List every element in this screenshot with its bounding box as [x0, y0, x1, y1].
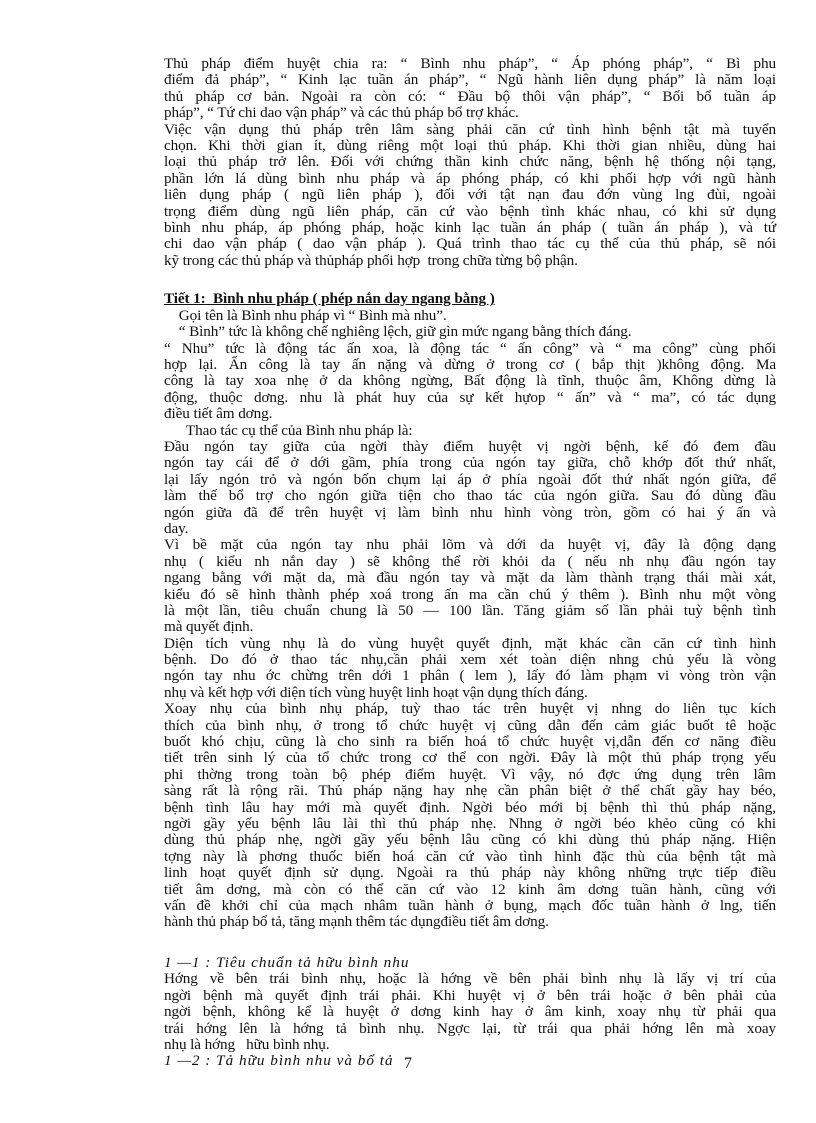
text-line: ngời bệnh mà quyết định trái phải. Khi huyệt vị ở bên trái hoặc ở bên phải của	[164, 986, 776, 1004]
text-line: thủ pháp cơ bản. Ngoài ra còn có: “ Đầu bộ thôi vận pháp”, “ Bối bổ tuần áp	[164, 87, 776, 105]
section-paragraph-3	[164, 537, 776, 635]
text-line: Đầu ngón tay giữa của ngời thày điểm huyệt vị ngời bệnh, kế đó đem đầu	[164, 437, 776, 455]
text-line: tợng này là phơng thuốc biến hoá căn cứ vào tình hình đặc thù của bệnh tật mà	[164, 847, 776, 865]
section-paragraph-2	[164, 423, 776, 538]
text-line: Diện tích vùng nhụ là do vùng huyệt quyết định, mặt khác cần căn cứ tình hình	[164, 634, 776, 652]
text-line: trái hớng lên là hớng tả bình nhụ. Ngợc lại, từ trái qua phải hớng lên mà xoay	[164, 1019, 776, 1037]
text-line: hợp lại. Ấn công là tay ấn nặng và dừng ở trong cơ ( bắp thịt )không động. Ma	[164, 356, 776, 374]
text-line: bình nhu pháp, áp phóng pháp, hoặc kinh lạc tuần án pháp ( tuần án pháp ), và tứ	[164, 218, 776, 236]
text-line: điểm đả pháp”, “ Kinh lạc tuần án pháp”, “ Ngũ hành liên dụng pháp” là năm loại	[164, 71, 776, 89]
text-line: công là tay xoa nhẹ ở da không ngừng, Bất động là tĩnh, thuộc âm, Không dừng là	[164, 372, 776, 390]
text-line: Gọi tên là Bình nhu pháp vì “ Bình mà nhu”.	[164, 306, 447, 324]
text-line: trọng điểm dùng ngũ liên pháp, căn cứ vào bệnh tình khác nhau, có khi sử dụng	[164, 202, 776, 220]
text-line: loại thủ pháp trở lên. Đối với chứng thần kinh chức năng, bệnh hệ thống nội tạng,	[164, 153, 776, 171]
section-heading: Tiết 1: Bình nhu pháp ( phép nắn day ngang bằng )	[164, 290, 495, 308]
intro-paragraph-1	[164, 56, 776, 122]
text-line: phần lớn lá dùng bình nhu pháp và áp phóng pháp, có khi phối hợp với ngũ hành	[164, 169, 776, 187]
text-line: ngời gầy yếu bệnh lâu lài thì thủ pháp nhẹ. Nhng ở ngời béo khẻo cũng có khi	[164, 814, 776, 832]
subsection-title-1: 1 —1 : Tiêu chuẩn tả hữu bình nhu	[164, 954, 410, 972]
text-line: buốt khó chịu, cũng là cho sinh ra biến hoá tổ chức huyệt vị,dẫn đến cơ năng điều	[164, 733, 776, 751]
text-line: hành thủ pháp bổ tả, tăng mạnh thêm tác dụngđiều tiết âm dơng.	[164, 913, 549, 931]
section-paragraph-1	[164, 308, 776, 423]
text-line: “ Bình” tức là không chế nghiêng lệch, giữ gìn mức ngang bằng thích đáng.	[164, 323, 632, 341]
spacer	[164, 269, 776, 285]
text-line: chọn. Khi thời gian ít, dùng riêng một loại thủ pháp. Khi thời gian nhiều, dùng hai	[164, 136, 776, 154]
text-line: chi dao vận pháp ( dao vận pháp ). Quá trình thao tác cụ thể của thủ pháp, sẽ nói	[164, 235, 776, 253]
text-line: Vì bề mặt của ngón tay nhu phải lõm và dới da huyệt vị, đây là động dạng	[164, 536, 776, 554]
text-line: Thao tác cụ thể của Bình nhu pháp là:	[164, 421, 413, 439]
subsection-paragraph-1	[164, 971, 776, 1053]
text-line: lại lấy ngón trỏ và ngón bốn chụm lại áp ở phía ngoài đốt thứ nhất ngón giữa, để	[164, 470, 776, 488]
section-paragraph-5	[164, 701, 776, 930]
text-line: bệnh. Do đó ở thao tác nhụ,cần phải xem xét toàn diện nhng chủ yếu là vòng	[164, 651, 776, 669]
text-line: kiểu đó sẽ hình thành phép xoá trong ấn ma cần chú ý thêm ). Bình nhu một vòng	[164, 585, 776, 603]
document-page	[164, 56, 776, 1070]
page-number: 7	[404, 1055, 412, 1072]
subsection-title-2: 1 —2 : Tả hữu bình nhu và bổ tả	[164, 1052, 394, 1070]
intro-paragraph-2	[164, 122, 776, 270]
text-line: nhụ là hớng hữu bình nhụ.	[164, 1036, 330, 1054]
text-line: thích của bình nhụ, ở trong tổ chức huyệt vị cũng dẫn đến cảm giác buốt tê hoặc	[164, 716, 776, 734]
text-line: phi thờng trong toàn bộ phép điểm huyệt. Vì vậy, nó đợc ứng dụng trên lâm	[164, 765, 776, 783]
text-line: dùng thủ pháp nhẹ, ngời gầy yếu bệnh lâu cũng có khi dùng thủ pháp nặng. Hiện	[164, 831, 776, 849]
text-line: liên dụng pháp ( ngũ liên pháp ), đối với tật nạn đau đớn vùng lng đùi, ngoài	[164, 186, 776, 204]
text-line: làm thế bổ trợ cho ngón giữa tiện cho thao tác của ngón giữa. Sau đó dùng đầu	[164, 487, 776, 505]
text-line: nhụ ( kiểu nh nắn day ) sẽ không thể rời khỏi da ( nếu nh nhụ đầu ngón tay	[164, 552, 776, 570]
text-line: điều tiết âm dơng.	[164, 405, 273, 423]
text-line: ngón giữa đã để trên huyệt vị làm bình nhu hình vòng tròn, gồm có hai ý ấn và	[164, 503, 776, 521]
text-line: vấn đề khởi chỉ của mạch nhâm tuần hành ở bụng, mạch đốc tuần hành ở lng, tiến	[164, 896, 776, 914]
text-line: ngời bệnh, không kể là huyệt ở dơng kinh hay ở âm kinh, xoay nhụ từ phải qua	[164, 1003, 776, 1021]
section-paragraph-4	[164, 636, 776, 702]
text-line: linh hoạt quyết định sử dụng. Ngoài ra thủ pháp này không những trực tiếp điều	[164, 864, 776, 882]
text-line: Xoay nhụ của bình nhụ pháp, tuỳ thao tác trên huyệt vị nhng do liên tục kích	[164, 700, 776, 718]
text-line: sàng rất là rộng rãi. Thủ pháp nặng hay nhẹ cần phân biệt ở thể chất gầy hay béo,	[164, 782, 776, 800]
text-line: Hớng về bên trái bình nhụ, hoặc là hớng về bên phải bình nhụ là lấy vị trí của	[164, 970, 776, 988]
text-line: day.	[164, 519, 189, 537]
text-line: Việc vận dụng thủ pháp trên lâm sàng phải căn cứ tình hình bệnh tật mà tuyển	[164, 120, 776, 138]
text-line: “ Nhu” tức là động tác ấn xoa, là động tác “ ấn công” và “ ma công” cùng phối	[164, 339, 776, 357]
text-line: động, thuộc dơng. nhu là phát huy của sự kết hựop “ ấn” và “ ma”, có tác dụng	[164, 388, 776, 406]
text-line: Thủ pháp điểm huyệt chia ra: “ Bình nhu pháp”, “ Áp phóng pháp”, “ Bì phu	[164, 55, 776, 72]
text-line: tiết trên sinh lý của tổ chức trong cơ thể con ngời. Đây là một thủ pháp trọng yếu	[164, 749, 776, 767]
text-line: mà quyết định.	[164, 618, 254, 636]
text-line: ngón tay cái để ở dới gầm, phía trong của ngón tay giữa, chỗ khớp đốt thứ nhất,	[164, 454, 776, 472]
text-line: ngang bằng với mặt da, mà đầu ngón tay và mặt da làm thành trạng thái mài xát,	[164, 569, 776, 587]
text-line: bệnh tình lâu hay mới mà quyết định. Ngời béo mới bị bệnh thì thủ pháp nặng,	[164, 798, 776, 816]
text-line: tiết âm dơng, mà còn có thể căn cứ vào 12 kinh âm dơng tuần hành, cũng với	[164, 880, 776, 898]
spacer	[164, 931, 776, 947]
text-line: nhụ và kết hợp với diện tích vùng huyệt linh hoạt vận dụng thích đáng.	[164, 683, 588, 701]
text-line: kỹ trong các thủ pháp và thủpháp phối hợp trong chữa từng bộ phận.	[164, 251, 578, 269]
text-line: pháp”, “ Tứ chi dao vận pháp” và các thủ pháp bổ trợ khác.	[164, 104, 519, 122]
text-line: ngón tay nhu ớc chừng trên dới 1 phân ( lem ), lấy đó làm phạm vi vòng tròn vận	[164, 667, 776, 685]
text-line: là một lần, tiêu chuẩn chung là 50 — 100 lần. Tăng giảm số lần phải tuỳ bệnh tình	[164, 601, 776, 619]
